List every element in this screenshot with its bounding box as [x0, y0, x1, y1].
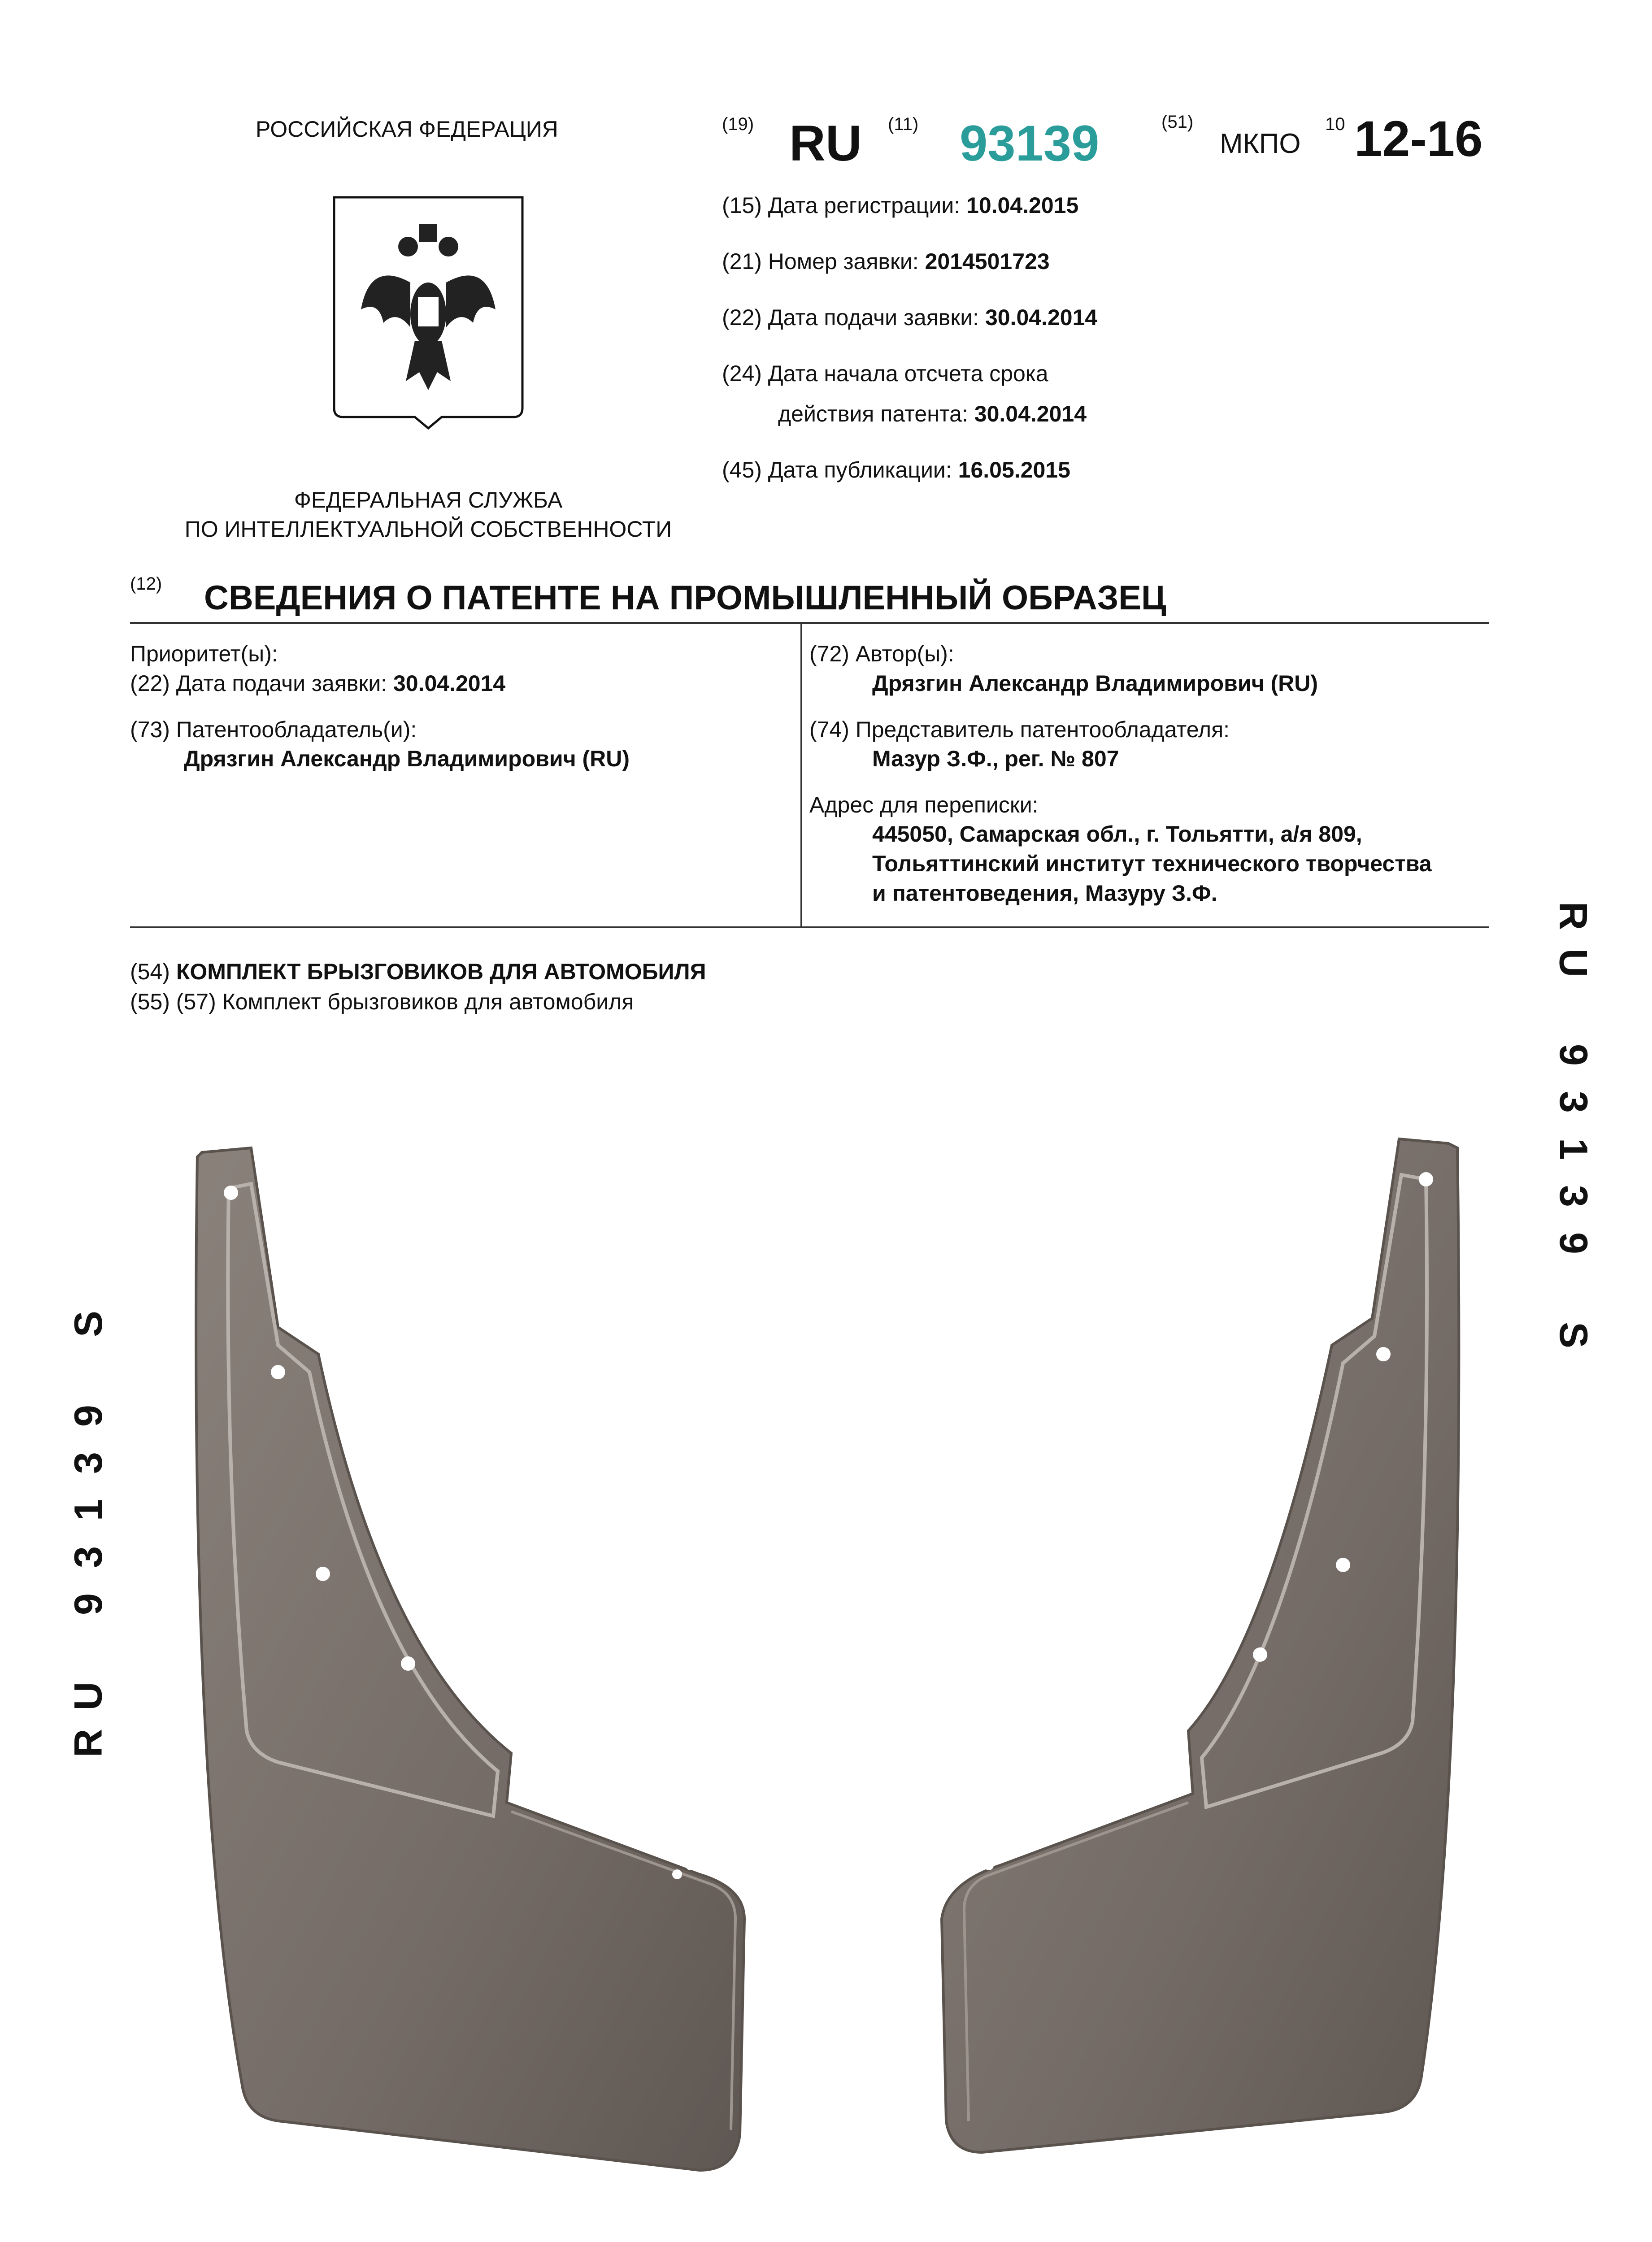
address-line-1: 445050, Самарская обл., г. Тольятти, а/я 809,: [872, 821, 1362, 847]
document-title: СВЕДЕНИЯ О ПАТЕНТЕ НА ПРОМЫШЛЕННЫЙ ОБРАЗЕЦ: [204, 579, 1166, 617]
application-number: [722, 248, 1050, 275]
side-code-left-char: U: [65, 1682, 110, 1711]
mkpo-class: 12-16: [1354, 111, 1483, 167]
author-value: Дрязгин Александр Владимирович (RU): [872, 671, 1318, 696]
representative-label: (74) Представитель патентообладателя:: [809, 717, 1230, 742]
address-line-2: Тольяттинский институт технического творчества: [872, 851, 1432, 876]
priority-label: Приоритет(ы):: [130, 641, 278, 666]
agency-line-1: ФЕДЕРАЛЬНАЯ СЛУЖБА: [294, 487, 563, 513]
agency-line-2: ПО ИНТЕЛЛЕКТУАЛЬНОЙ СОБСТВЕННОСТИ: [184, 517, 672, 542]
code-11: (11): [888, 114, 919, 134]
holder-label: (73) Патентообладатель(и):: [130, 717, 417, 742]
term-start: [778, 400, 1087, 427]
filing-date: [722, 304, 1097, 331]
design-name-value: КОМПЛЕКТ БРЫЗГОВИКОВ ДЛЯ АВТОМОБИЛЯ: [176, 959, 706, 984]
publication-date: [722, 456, 1070, 483]
priority-filing: [130, 670, 505, 697]
filing-date-value: 30.04.2014: [985, 305, 1098, 330]
mkpo-label: МКПО: [1220, 128, 1301, 159]
application-number-value: 2014501723: [925, 249, 1050, 274]
side-code-right-char: U: [1551, 948, 1596, 978]
application-number-label: (21) Номер заявки:: [722, 249, 919, 274]
side-code-left-char: 1: [65, 1499, 110, 1521]
term-start-label-line1: (24) Дата начала отсчета срока: [722, 361, 1048, 386]
side-code-right-char: 3: [1551, 1185, 1596, 1207]
left-mudflap: [196, 1148, 744, 2170]
term-start-value: 30.04.2014: [974, 401, 1087, 426]
filing-date-label: (22) Дата подачи заявки:: [722, 305, 979, 330]
side-code-left-char: 9: [65, 1593, 110, 1615]
registration-date: [722, 192, 1078, 219]
divider-bottom: [130, 926, 1489, 928]
publication-date-label: (45) Дата публикации:: [722, 457, 952, 482]
registration-date-label: (15) Дата регистрации:: [722, 193, 961, 218]
side-code-right-char: 9: [1551, 1044, 1596, 1066]
term-start-label-line2: действия патента:: [778, 401, 968, 426]
design-description: (55) (57) Комплект брызговиков для автомобиля: [130, 989, 634, 1014]
country-name: РОССИЙСКАЯ ФЕДЕРАЦИЯ: [256, 117, 558, 142]
priority-filing-value: 30.04.2014: [393, 671, 506, 696]
registration-date-value: 10.04.2015: [966, 193, 1079, 218]
priority-filing-label: (22) Дата подачи заявки:: [130, 671, 387, 696]
side-code-left-char: R: [65, 1729, 110, 1758]
holder-value: Дрязгин Александр Владимирович (RU): [184, 746, 630, 771]
code-51: (51): [1161, 112, 1194, 132]
address-label: Адрес для переписки:: [809, 792, 1039, 817]
divider-top: [130, 622, 1489, 624]
title-code: (12): [130, 574, 162, 594]
patent-number: 93139: [960, 115, 1100, 171]
design-name: [130, 958, 706, 985]
state-emblem: [330, 193, 527, 430]
publication-date-value: 16.05.2015: [958, 457, 1070, 482]
representative-value: Мазур З.Ф., рег. № 807: [872, 746, 1119, 771]
side-code-left-char: S: [65, 1311, 110, 1337]
design-name-code: (54): [130, 959, 170, 984]
right-mudflap: [942, 1139, 1459, 2152]
column-divider: [800, 623, 802, 928]
side-code-right-char: 9: [1551, 1232, 1596, 1254]
side-code-right-char: R: [1551, 901, 1596, 930]
author-label: (72) Автор(ы):: [809, 641, 954, 666]
code-19: (19): [722, 114, 754, 134]
side-code-right-char: 1: [1551, 1138, 1596, 1160]
mkpo-edition: 10: [1325, 114, 1345, 134]
side-code-right-char: 3: [1551, 1091, 1596, 1113]
side-code-left-char: 9: [65, 1405, 110, 1427]
side-code-left-char: 3: [65, 1452, 110, 1474]
country-code: RU: [789, 115, 862, 171]
side-code-right-char: S: [1551, 1322, 1596, 1348]
design-illustration: [0, 1112, 1652, 2233]
side-code-left-char: 3: [65, 1546, 110, 1568]
address-line-3: и патентоведения, Мазуру З.Ф.: [872, 881, 1217, 906]
